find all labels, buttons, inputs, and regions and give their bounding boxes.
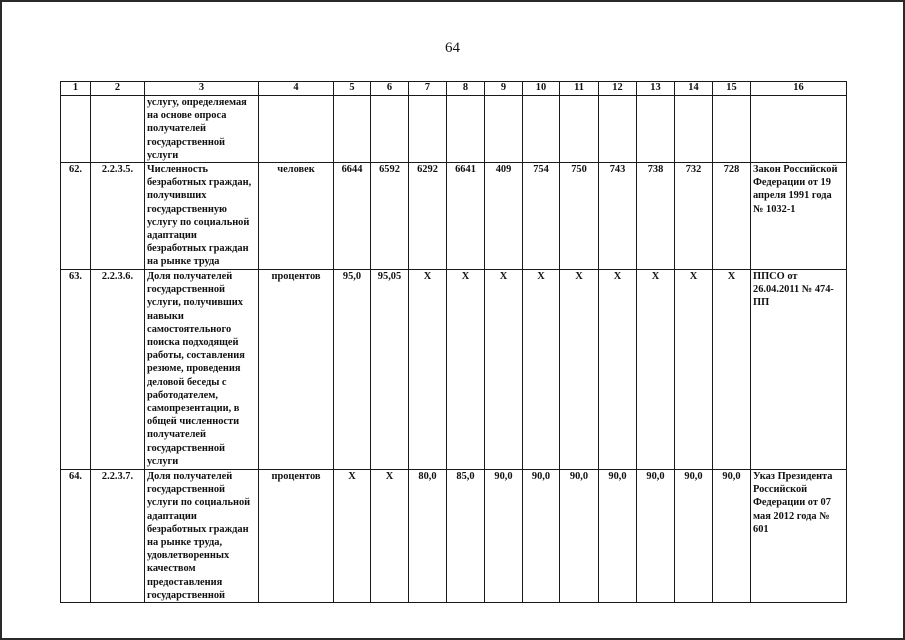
unit-of-measure <box>259 96 334 163</box>
value-cell <box>485 96 523 163</box>
column-header: 10 <box>523 82 560 96</box>
value-cell: 409 <box>485 163 523 270</box>
column-header: 8 <box>447 82 485 96</box>
row-number: 64. <box>61 470 91 603</box>
value-cell: 738 <box>637 163 675 270</box>
legal-basis: Закон Российской Федерации от 19 апреля 1991 года № 1032-1 <box>751 163 847 270</box>
column-header: 11 <box>560 82 599 96</box>
column-header: 13 <box>637 82 675 96</box>
value-cell: 750 <box>560 163 599 270</box>
row-code: 2.2.3.5. <box>91 163 145 270</box>
table-row <box>61 470 847 603</box>
value-cell: Х <box>675 270 713 470</box>
column-header: 14 <box>675 82 713 96</box>
column-header: 16 <box>751 82 847 96</box>
value-cell: 6592 <box>371 163 409 270</box>
value-cell: 754 <box>523 163 560 270</box>
column-header: 4 <box>259 82 334 96</box>
value-cell: Х <box>485 270 523 470</box>
value-cell: 6644 <box>334 163 371 270</box>
value-cell <box>713 96 751 163</box>
value-cell <box>675 96 713 163</box>
table-row <box>61 270 847 470</box>
column-header: 1 <box>61 82 91 96</box>
value-cell <box>599 96 637 163</box>
value-cell <box>523 96 560 163</box>
column-header: 6 <box>371 82 409 96</box>
value-cell: Х <box>637 270 675 470</box>
value-cell: Х <box>334 470 371 603</box>
indicator-name: Доля получателей государственной услуги, получивших навыки самостоятельного поиска подходящей работы, составления резюме, проведения деловой беседы с работодателем, самопрезентации, в общей численности получателей государственной услуги <box>145 270 259 470</box>
column-header: 15 <box>713 82 751 96</box>
value-cell: Х <box>447 270 485 470</box>
value-cell: 728 <box>713 163 751 270</box>
value-cell <box>637 96 675 163</box>
legal-basis: Указ Президента Российской Федерации от 07 мая 2012 года № 601 <box>751 470 847 603</box>
value-cell: 85,0 <box>447 470 485 603</box>
column-header: 12 <box>599 82 637 96</box>
value-cell: 6292 <box>409 163 447 270</box>
value-cell: Х <box>713 270 751 470</box>
indicators-table <box>60 81 847 603</box>
row-number <box>61 96 91 163</box>
value-cell: 95,0 <box>334 270 371 470</box>
value-cell <box>409 96 447 163</box>
value-cell: 90,0 <box>713 470 751 603</box>
row-number: 62. <box>61 163 91 270</box>
column-header-row <box>61 82 847 96</box>
value-cell <box>447 96 485 163</box>
row-number: 63. <box>61 270 91 470</box>
value-cell: 6641 <box>447 163 485 270</box>
indicator-name: Доля получателей государственной услуги по социальной адаптации безработных граждан на рынке труда, удовлетворенных качеством предоставления государственной <box>145 470 259 603</box>
table-row <box>61 96 847 163</box>
value-cell: 90,0 <box>523 470 560 603</box>
legal-basis: ППСО от 26.04.2011 № 474-ПП <box>751 270 847 470</box>
value-cell: Х <box>599 270 637 470</box>
column-header: 3 <box>145 82 259 96</box>
value-cell: 743 <box>599 163 637 270</box>
legal-basis <box>751 96 847 163</box>
value-cell: 90,0 <box>485 470 523 603</box>
unit-of-measure: процентов <box>259 270 334 470</box>
value-cell: 732 <box>675 163 713 270</box>
value-cell <box>560 96 599 163</box>
table-row <box>61 163 847 270</box>
value-cell: Х <box>523 270 560 470</box>
row-code: 2.2.3.7. <box>91 470 145 603</box>
value-cell: 90,0 <box>675 470 713 603</box>
value-cell <box>334 96 371 163</box>
value-cell: Х <box>560 270 599 470</box>
indicator-name: Численность безработных граждан, получивших государственную услугу по социальной адаптации безработных граждан на рынке труда <box>145 163 259 270</box>
value-cell <box>371 96 409 163</box>
value-cell: 90,0 <box>637 470 675 603</box>
value-cell: 95,05 <box>371 270 409 470</box>
row-code: 2.2.3.6. <box>91 270 145 470</box>
value-cell: 80,0 <box>409 470 447 603</box>
column-header: 5 <box>334 82 371 96</box>
unit-of-measure: процентов <box>259 470 334 603</box>
value-cell: Х <box>409 270 447 470</box>
row-code <box>91 96 145 163</box>
indicator-name: услугу, определяемая на основе опроса получателей государственной услуги <box>145 96 259 163</box>
column-header: 7 <box>409 82 447 96</box>
value-cell: 90,0 <box>560 470 599 603</box>
column-header: 9 <box>485 82 523 96</box>
page-number: 64 <box>445 40 460 56</box>
unit-of-measure: человек <box>259 163 334 270</box>
column-header: 2 <box>91 82 145 96</box>
value-cell: Х <box>371 470 409 603</box>
value-cell: 90,0 <box>599 470 637 603</box>
